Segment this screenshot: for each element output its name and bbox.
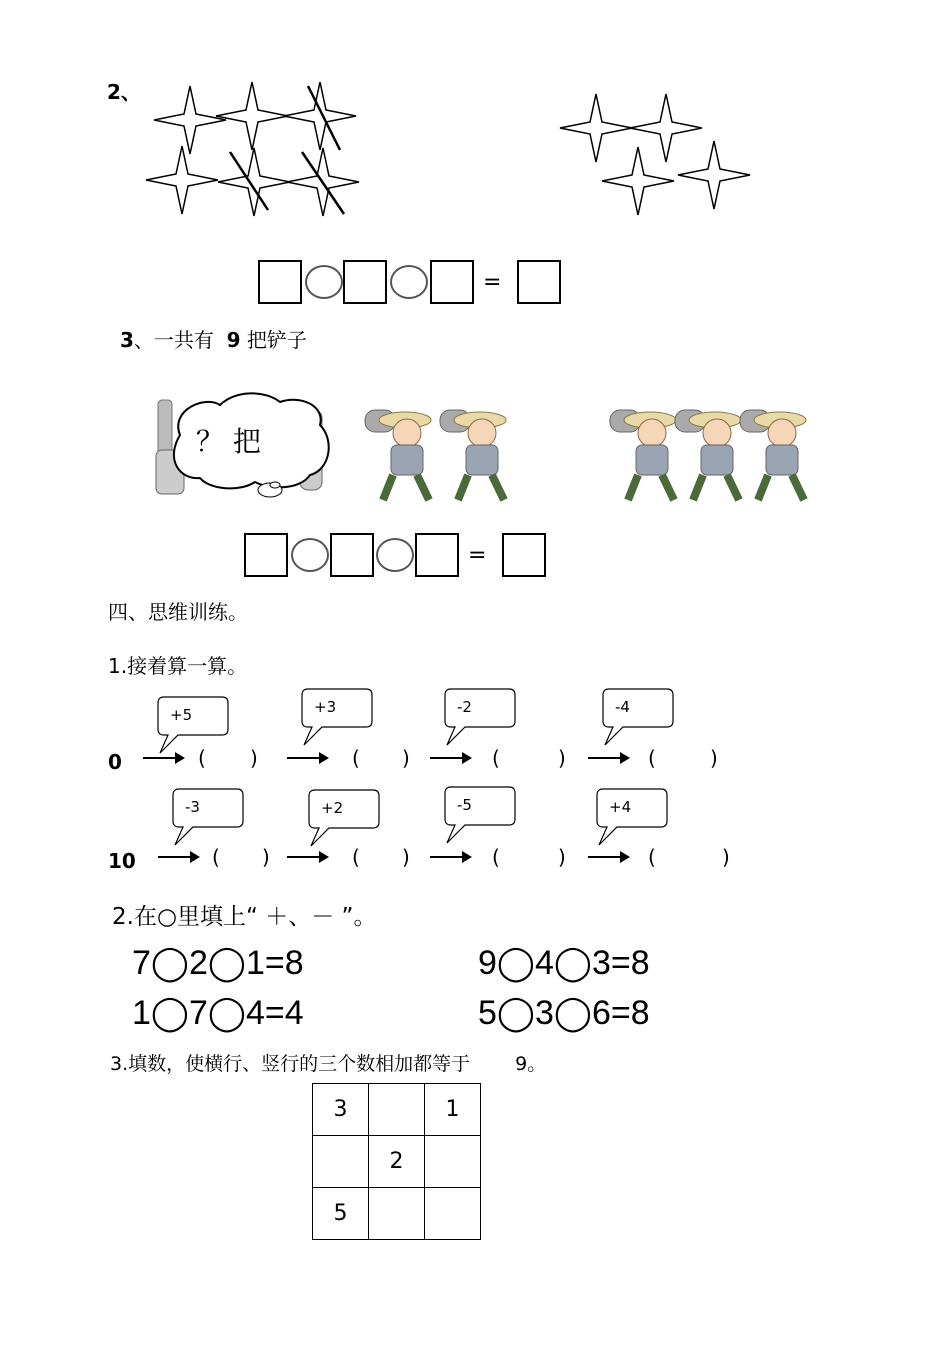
answer-blank-open: (: [352, 746, 360, 770]
right-star-group: [560, 94, 750, 215]
arrow-icon: [287, 757, 327, 759]
cloud-text: ？ 把: [196, 425, 261, 458]
grid-cell-blank[interactable]: [313, 1136, 369, 1188]
boy-with-shovel-icon: [740, 410, 806, 500]
grid-cell-blank[interactable]: [425, 1188, 481, 1240]
answer-blank-close: ): [402, 746, 410, 770]
arrow-icon: [588, 856, 628, 858]
speech-bubble: [603, 689, 673, 727]
answer-box[interactable]: [415, 533, 459, 577]
star-icon: [218, 148, 290, 216]
arrow-icon: [430, 856, 470, 858]
answer-box[interactable]: [517, 260, 561, 304]
operation-label: -5: [457, 796, 472, 814]
grid-cell: 1: [425, 1084, 481, 1136]
operation-label: +5: [170, 706, 193, 724]
star-icon: [630, 94, 702, 162]
speech-bubble: [158, 697, 228, 735]
left-star-group: [146, 82, 359, 216]
star-icon: [216, 82, 288, 150]
question-2-label: 2、: [107, 80, 141, 104]
problem-3-title: 3.填数，使横行、竖行的三个数相加都等于 9。: [110, 1053, 547, 1075]
star-icon: [154, 86, 226, 154]
answer-blank-open: (: [648, 845, 656, 869]
speech-bubble: [445, 689, 515, 727]
arrow-icon: [143, 757, 183, 759]
answer-blank-close: ): [722, 845, 730, 869]
operator-circle[interactable]: ◯: [553, 944, 592, 982]
star-icon: [678, 141, 750, 209]
boy-with-shovel-icon: [365, 410, 431, 500]
answer-box[interactable]: [343, 260, 387, 304]
speech-bubble: [309, 790, 379, 828]
arrow-icon: [430, 757, 470, 759]
answer-blank-close: ): [250, 746, 258, 770]
answer-box[interactable]: [258, 260, 302, 304]
equation: 5◯3◯6=8: [478, 994, 650, 1032]
speech-bubble: [597, 789, 667, 827]
speech-bubble: [302, 689, 372, 727]
answer-blank-open: (: [352, 845, 360, 869]
grid-cell-blank[interactable]: [369, 1188, 425, 1240]
operator-circle[interactable]: [376, 538, 414, 572]
arrow-icon: [158, 856, 198, 858]
boy-with-shovel-icon: [440, 410, 506, 500]
problem-2-title: 2.在○里填上“ ＋、－ ”。: [112, 904, 377, 930]
boy-with-shovel-icon: [675, 410, 741, 500]
operator-circle[interactable]: [291, 538, 329, 572]
speech-bubble: [173, 789, 243, 827]
star-icon: [284, 82, 356, 150]
equals-sign: =: [468, 543, 487, 568]
chain-start-value: 10: [108, 849, 136, 873]
stars-illustration: [140, 80, 770, 220]
star-icon: [560, 94, 632, 162]
answer-box[interactable]: [244, 533, 288, 577]
equation: 1◯7◯4=4: [132, 994, 304, 1032]
answer-blank-close: ): [558, 746, 566, 770]
answer-blank-open: (: [492, 845, 500, 869]
operation-label: +4: [609, 798, 632, 816]
operator-circle[interactable]: ◯: [150, 944, 189, 982]
chain-start-value: 0: [108, 750, 122, 774]
answer-blank-close: ): [402, 845, 410, 869]
answer-blank-open: (: [648, 746, 656, 770]
operation-label: -2: [457, 698, 472, 716]
section-4-title: 四、思维训练。: [108, 600, 248, 624]
answer-box[interactable]: [502, 533, 546, 577]
answer-blank-open: (: [198, 746, 206, 770]
operator-circle[interactable]: ◯: [207, 944, 246, 982]
grid-cell: 3: [313, 1084, 369, 1136]
grid-cell-blank[interactable]: [425, 1136, 481, 1188]
operator-circle[interactable]: [305, 265, 343, 299]
equation: 7◯2◯1=8: [132, 944, 304, 982]
operation-label: +2: [321, 799, 344, 817]
arrow-icon: [287, 856, 327, 858]
operator-circle[interactable]: ◯: [496, 944, 535, 982]
operation-label: -4: [615, 698, 630, 716]
boy-with-shovel-icon: [610, 410, 676, 500]
answer-box[interactable]: [330, 533, 374, 577]
equation: 9◯4◯3=8: [478, 944, 650, 982]
answer-box[interactable]: [430, 260, 474, 304]
grid-cell-blank[interactable]: [369, 1084, 425, 1136]
answer-blank-close: ): [262, 845, 270, 869]
operator-circle[interactable]: ◯: [150, 994, 189, 1032]
answer-blank-open: (: [212, 845, 220, 869]
operation-label: -3: [185, 798, 200, 816]
grid-cell: 5: [313, 1188, 369, 1240]
answer-blank-close: ): [710, 746, 718, 770]
operator-circle[interactable]: ◯: [496, 994, 535, 1032]
operator-circle[interactable]: ◯: [207, 994, 246, 1032]
question-3-text: 3、一共有 9 把铲子: [120, 328, 307, 352]
problem-1-title: 1.接着算一算。: [108, 654, 248, 678]
grid-cell: 2: [369, 1136, 425, 1188]
answer-blank-open: (: [492, 746, 500, 770]
operation-label: +3: [314, 698, 337, 716]
arrow-icon: [588, 757, 628, 759]
star-icon: [602, 147, 674, 215]
speech-bubble: [445, 787, 515, 825]
answer-blank-close: ): [558, 845, 566, 869]
equals-sign: =: [483, 270, 502, 295]
star-icon: [146, 146, 218, 214]
magic-square-grid: [312, 1083, 481, 1240]
operator-circle[interactable]: ◯: [553, 994, 592, 1032]
operator-circle[interactable]: [390, 265, 428, 299]
